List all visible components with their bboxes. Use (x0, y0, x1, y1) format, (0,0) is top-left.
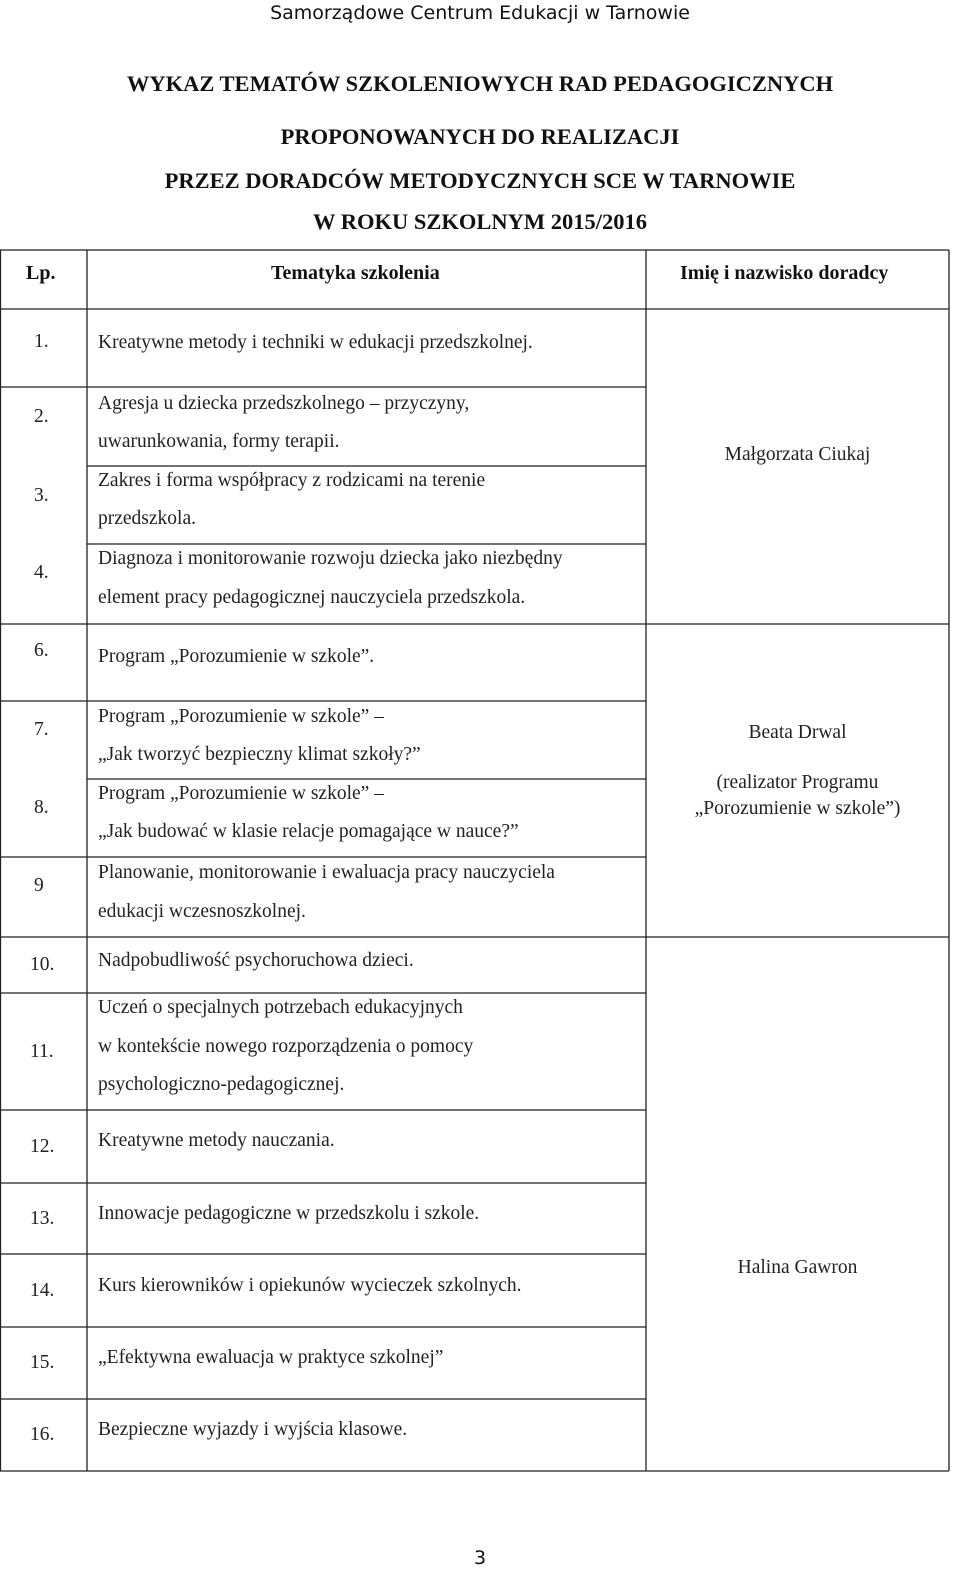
topic-text: Program „Porozumienie w szkole” – (98, 783, 384, 804)
topic-text: Planowanie, monitorowanie i ewaluacja pracy nauczyciela (98, 862, 555, 883)
page-number: 3 (473, 1547, 487, 1569)
row-number: 9 (34, 875, 44, 896)
topic-text: Program „Porozumienie w szkole”. (98, 646, 375, 667)
topic-text: Agresja u dziecka przedszkolnego – przyczyny, (98, 393, 470, 414)
row-number: 3. (34, 485, 49, 506)
topic-text: uwarunkowania, formy terapii. (98, 431, 340, 452)
row-number: 6. (34, 640, 49, 661)
row-number: 4. (34, 562, 49, 583)
topic-text: w kontekście nowego rozporządzenia o pomocy (98, 1036, 474, 1057)
row-number: 13. (30, 1208, 55, 1229)
advisor-name: Beata Drwal (748, 722, 847, 743)
topic-text: przedszkola. (98, 508, 196, 529)
topic-text: „Jak budować w klasie relacje pomagające w nauce?” (98, 821, 519, 842)
topic-text: Kreatywne metody nauczania. (98, 1130, 335, 1151)
advisor-name: Małgorzata Ciukaj (724, 444, 871, 465)
document-title-line-2: PROPONOWANYCH DO REALIZACJI (280, 124, 680, 149)
column-header-topic: Tematyka szkolenia (271, 262, 440, 284)
topic-text: Program „Porozumienie w szkole” – (98, 706, 384, 727)
topic-text: Zakres i forma współpracy z rodzicami na terenie (98, 470, 486, 491)
advisor-note: „Porozumienie w szkole”) (694, 798, 901, 819)
topic-text: edukacji wczesnoszkolnej. (98, 901, 306, 922)
document-title-line-1: WYKAZ TEMATÓW SZKOLENIOWYCH RAD PEDAGOGICZNYCH (126, 71, 834, 96)
topic-text: Uczeń o specjalnych potrzebach edukacyjnych (98, 997, 463, 1018)
row-number: 7. (34, 719, 49, 740)
topic-text: psychologiczno-pedagogicznej. (98, 1074, 345, 1095)
topic-text: Innowacje pedagogiczne w przedszkolu i szkole. (98, 1203, 480, 1224)
row-number: 2. (34, 406, 49, 427)
column-header-lp: Lp. (26, 262, 56, 284)
row-number: 11. (30, 1041, 54, 1062)
topic-text: Bezpieczne wyjazdy i wyjścia klasowe. (98, 1419, 408, 1440)
topic-text: Nadpobudliwość psychoruchowa dzieci. (98, 950, 414, 971)
document-title-line-4: W ROKU SZKOLNYM 2015/2016 (313, 209, 647, 234)
topic-text: element pracy pedagogicznej nauczyciela przedszkola. (98, 587, 526, 608)
row-number: 16. (30, 1424, 55, 1445)
row-number: 8. (34, 797, 49, 818)
topic-text: Kreatywne metody i techniki w edukacji przedszkolnej. (98, 332, 533, 353)
document-title-line-3: PRZEZ DORADCÓW METODYCZNYCH SCE W TARNOWIE (164, 168, 796, 193)
advisor-name: Halina Gawron (737, 1257, 858, 1278)
topic-text: Diagnoza i monitorowanie rozwoju dziecka jako niezbędny (98, 548, 563, 569)
topic-text: „Efektywna ewaluacja w praktyce szkolnej” (98, 1347, 444, 1368)
topic-text: Kurs kierowników i opiekunów wycieczek szkolnych. (98, 1275, 522, 1296)
topic-text: „Jak tworzyć bezpieczny klimat szkoły?” (98, 744, 421, 765)
row-number: 1. (34, 331, 49, 352)
advisor-note: (realizator Programu (716, 772, 879, 793)
row-number: 10. (30, 954, 55, 975)
row-number: 12. (30, 1136, 55, 1157)
row-number: 15. (30, 1352, 55, 1373)
row-number: 14. (30, 1280, 55, 1301)
column-header-advisor: Imię i nazwisko doradcy (680, 262, 889, 284)
page-header: Samorządowe Centrum Edukacji w Tarnowie (270, 2, 690, 24)
